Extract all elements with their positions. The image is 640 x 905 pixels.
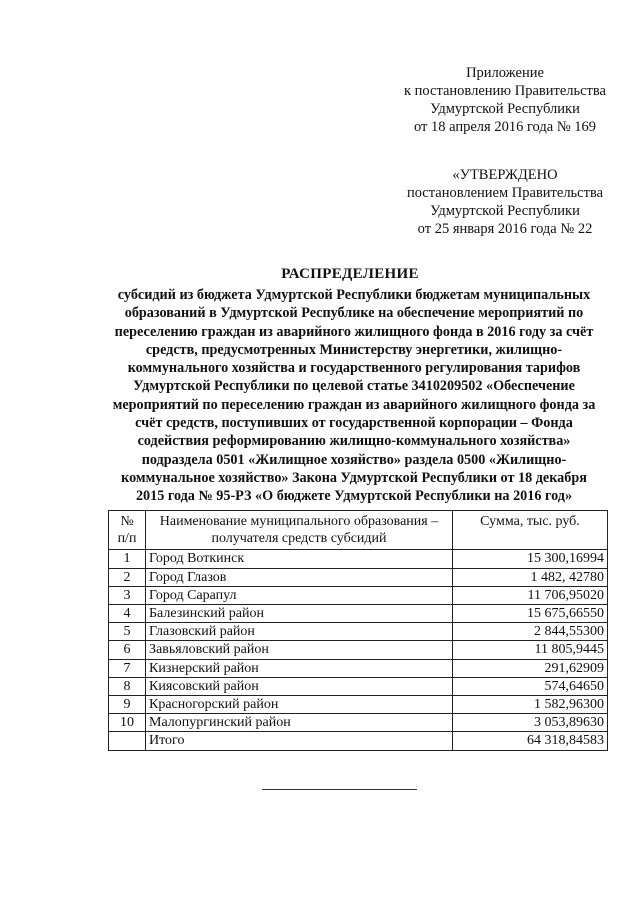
row-number: 4 <box>109 605 146 623</box>
table-row <box>109 550 608 568</box>
table-row <box>109 714 608 732</box>
row-municipality: Город Глазов <box>146 568 453 586</box>
row-sum: 15 675,66550 <box>453 605 608 623</box>
subtitle-line: мероприятий по переселению граждан из аварийного жилищного фонда за <box>112 396 596 413</box>
row-number: 3 <box>109 586 146 604</box>
total-number-empty <box>109 732 146 750</box>
approval-stamp-text <box>380 166 630 238</box>
row-number: 6 <box>109 641 146 659</box>
header-municipality <box>146 511 453 550</box>
header-number-line: № <box>120 514 134 529</box>
header-municipality-line: Наименование муниципального образования – <box>159 514 439 529</box>
distribution-table <box>108 510 608 751</box>
subtitle-line: 2015 года № 95-РЗ «О бюджете Удмуртской Республики на 2016 год» <box>135 488 573 505</box>
row-municipality: Город Воткинск <box>146 550 453 568</box>
appendix-header <box>380 64 630 136</box>
table-row <box>109 641 608 659</box>
row-sum: 11 805,9445 <box>453 641 608 659</box>
subtitle-line: содействия реформированию жилищно-коммунального хозяйства» <box>137 433 571 450</box>
approved-line: Удмуртской Республики <box>430 203 580 219</box>
row-number: 10 <box>109 714 146 732</box>
row-municipality: Балезинский район <box>146 605 453 623</box>
row-number: 9 <box>109 696 146 714</box>
row-sum: 3 053,89630 <box>453 714 608 732</box>
row-sum: 1 482, 42780 <box>453 568 608 586</box>
approved-line: постановлением Правительства <box>406 185 604 201</box>
row-municipality: Город Сарапул <box>146 586 453 604</box>
approved-line: от 25 января 2016 года № 22 <box>417 221 593 237</box>
row-sum: 11 706,95020 <box>453 586 608 604</box>
subtitle-line: счёт средств, поступивших от государственной корпорации – Фонда <box>135 415 573 432</box>
header-municipality-line: получателя средств субсидий <box>211 531 387 547</box>
header-sum: Сумма, тыс. руб. <box>453 511 608 550</box>
approved-line: «УТВЕРЖДЕНО <box>452 167 558 183</box>
table-row <box>109 623 608 641</box>
table-row <box>109 677 608 695</box>
row-municipality: Красногорский район <box>146 696 453 714</box>
table-header-row <box>109 511 608 550</box>
subtitle-line: образований в Удмуртской Республике на обеспечение мероприятий по <box>124 305 584 322</box>
table-row <box>109 696 608 714</box>
row-number: 2 <box>109 568 146 586</box>
subtitle-line: коммунального хозяйства и государственного регулирования тарифов <box>127 360 581 377</box>
row-sum: 574,64650 <box>453 677 608 695</box>
subtitle-line: субсидий из бюджета Удмуртской Республики бюджетам муниципальных <box>117 287 591 303</box>
subtitle-line: Удмуртской Республики по целевой статье 3410209502 «Обеспечение <box>133 378 575 395</box>
appendix-line: от 18 апреля 2016 года № 169 <box>413 119 597 135</box>
appendix-line: Приложение <box>466 65 544 81</box>
subtitle-line: подраздела 0501 «Жилищное хозяйство» раздела 0500 «Жилищно- <box>141 451 567 468</box>
subtitle-line: переселению граждан из аварийного жилищного фонда в 2016 году за счёт <box>114 323 594 340</box>
subtitle-line: средств, предусмотренных Министерству энергетики, жилищно- <box>145 341 563 358</box>
row-sum: 1 582,96300 <box>453 696 608 714</box>
document-title: РАСПРЕДЕЛЕНИЕ <box>281 266 419 282</box>
row-number: 8 <box>109 677 146 695</box>
table-row <box>109 568 608 586</box>
row-municipality: Глазовский район <box>146 623 453 641</box>
row-municipality: Завьяловский район <box>146 641 453 659</box>
total-sum: 64 318,84583 <box>453 732 608 750</box>
row-sum: 15 300,16994 <box>453 550 608 568</box>
row-number: 1 <box>109 550 146 568</box>
header-number <box>109 511 146 550</box>
row-sum: 291,62909 <box>453 659 608 677</box>
document-subtitle <box>90 286 618 506</box>
table-row <box>109 586 608 604</box>
table-row <box>109 659 608 677</box>
row-municipality: Киясовский район <box>146 677 453 695</box>
header-number-line: п/п <box>117 531 137 547</box>
closing-divider <box>262 789 417 790</box>
total-label: Итого <box>146 732 453 750</box>
table-row <box>109 605 608 623</box>
row-number: 7 <box>109 659 146 677</box>
row-sum: 2 844,55300 <box>453 623 608 641</box>
appendix-line: Удмуртской Республики <box>430 101 580 117</box>
table-total-row <box>109 732 608 750</box>
row-municipality: Кизнерский район <box>146 659 453 677</box>
subtitle-line: коммунальное хозяйство» Закона Удмуртской Республики от 18 декабря <box>121 469 587 486</box>
row-number: 5 <box>109 623 146 641</box>
appendix-line: к постановлению Правительства <box>404 83 606 99</box>
row-municipality: Малопургинский район <box>146 714 453 732</box>
